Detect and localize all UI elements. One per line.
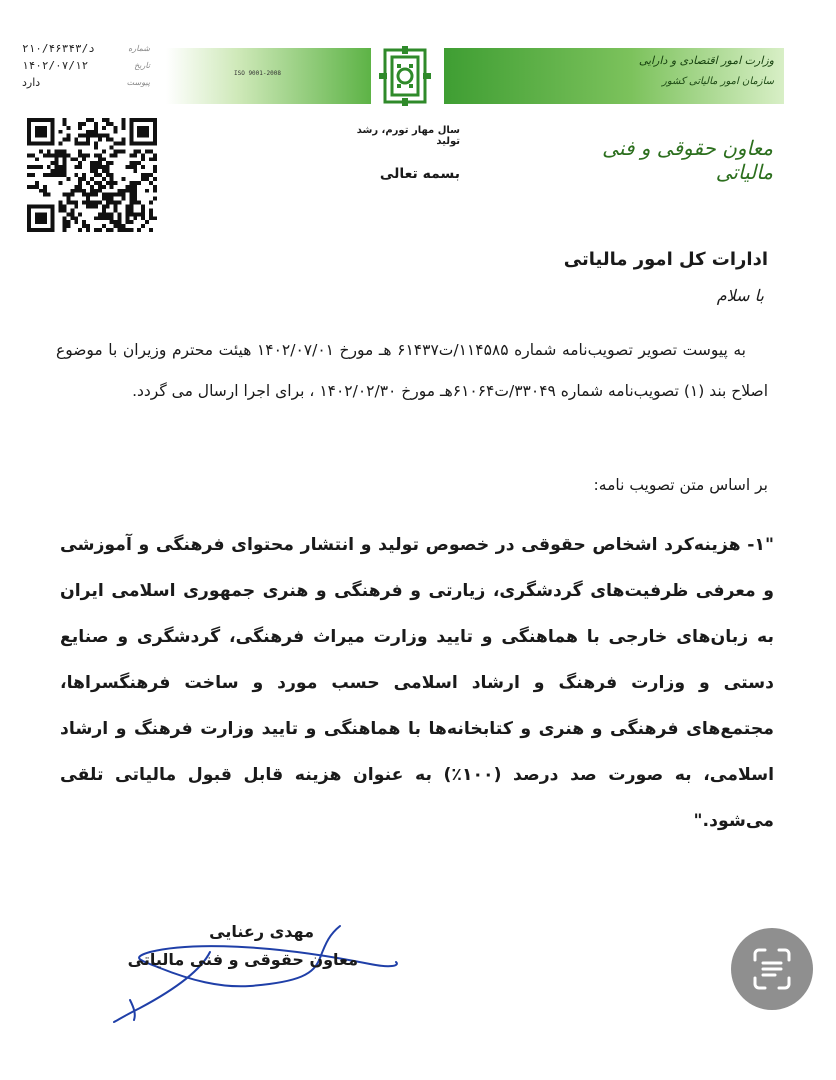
signature-block	[100, 912, 410, 1032]
meta-attachment-value: دارد	[22, 76, 41, 89]
letter-paragraph	[56, 330, 768, 412]
greeting: با سلام	[716, 286, 764, 305]
addressee: ادارات کل امور مالیاتی	[563, 249, 768, 270]
ministry-name: وزارت امور اقتصادی و دارایی	[638, 54, 774, 67]
meta-attachment-label: پیوست	[126, 78, 150, 87]
tax-organization-emblem-icon	[371, 44, 439, 108]
meta-number-label: شماره	[128, 44, 150, 53]
banner-left-band	[166, 48, 371, 104]
banner-right-band	[444, 48, 784, 104]
year-slogan: سال مهار تورم، رشد تولید	[356, 125, 460, 147]
iso-label: ISO 9001-2008	[234, 70, 281, 77]
meta-attachment-row	[22, 74, 150, 91]
meta-number-value: د/۲۱۰/۴۶۳۴۳	[22, 42, 95, 55]
meta-number-row	[22, 40, 150, 57]
scan-text-icon	[731, 928, 813, 1010]
scan-text-button[interactable]	[731, 928, 813, 1010]
basis-line: بر اساس متن تصویب نامه:	[593, 476, 768, 494]
signer-name: مهدی رعنایی	[209, 922, 314, 941]
organization-name: سازمان امور مالیاتی کشور	[662, 76, 774, 87]
meta-date-value: ۱۴۰۲/۰۷/۱۲	[22, 59, 89, 72]
signer-title: معاون حقوقی و فنی مالیاتی	[127, 950, 358, 969]
paragraph-text: به پیوست تصویر تصویب‌نامه شماره ۱۱۴۵۸۵/ت۶۱۴۳۷ هـ مورخ ۱۴۰۲/۰۷/۰۱ هیئت محترم وزیران با موضوع اصلاح بند (۱) تصویب‌نامه شماره ۳۳۰۴۹/ت۶۱۰۶۴هـ مورخ ۱۴۰۲/۰۲/۳۰ ، برای اجرا ارسال می گردد.	[56, 341, 768, 400]
letter-meta	[22, 40, 150, 91]
qr-code	[26, 118, 158, 232]
meta-date-label: تاریخ	[134, 61, 150, 70]
bismillah: بسمه تعالی	[379, 166, 460, 182]
meta-date-row	[22, 57, 150, 74]
header-banner	[166, 44, 784, 108]
ministry-text	[594, 54, 774, 87]
deputy-title: معاون حقوقی و فنی مالیاتی	[602, 136, 773, 184]
decree-clause: "۱- هزینه‌کرد اشخاص حقوقی در خصوص تولید و انتشار محتوای فرهنگی و آموزشی و معرفی ظرفیت‌های گردشگری، زیارتی و فرهنگی و هنری جمهوری اسلامی ایران به زبان‌های خارجی با هماهنگی و تایید وزارت میراث فرهنگی، گردشگری و صنایع دستی و وزارت فرهنگ و ارشاد اسلامی حسب مورد و ساخت فرهنگسراها، مجتمع‌های فرهنگی و هنری و کتابخانه‌ها با هماهنگی و تایید وزارت فرهنگ و ارشاد اسلامی، به صورت صد درصد (۱۰۰٪) به عنوان هزینه قابل قبول مالیاتی تلقی می‌شود."	[60, 535, 775, 831]
